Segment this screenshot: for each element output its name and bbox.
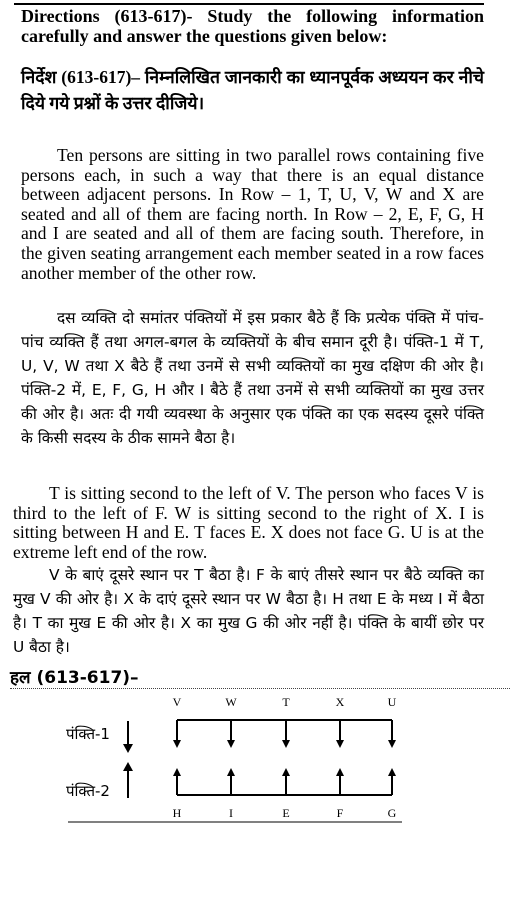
row-2-up-arrow xyxy=(227,768,235,776)
row-1-down-arrow xyxy=(173,740,181,748)
row-2-seat-G: G xyxy=(387,806,397,820)
paragraph-hindi-1: दस व्यक्ति दो समांतर पंक्तियों में इस प्रकार बैठे हैं कि प्रत्येक पंक्ति में पांच-पांच व्यक्ति हैं तथा अगल-बगल के व्यक्तियों के बीच समान दूरी है। पंक्ति-1 में T, U, V, W तथा X बैठे हैं तथा उनमें से सभी व्यक्तियों का मुख दक्षिण की ओर है। पंक्ति-2 में, E, F, G, H और I बैठे हैं तथा उनमें से सभी व्यक्तियों का मुख उत्तर की ओर है। अतः दी गयी व्यवस्था के अनुसार एक पंक्ति का एक सदस्य दूसरे पंक्ति के किसी सदस्य के ठीक सामने बैठा है। xyxy=(21,309,484,447)
row-2-up-arrow xyxy=(173,768,181,776)
row-2-seat-F: F xyxy=(336,806,344,820)
row-1-seat-W: W xyxy=(225,695,237,709)
row-1-down-arrow xyxy=(388,740,396,748)
row-1-seat-U: U xyxy=(387,695,397,709)
paragraph-english-1: Ten persons are sitting in two parallel rows containing five persons each, in such a way that there is an equal distance between adjacent persons. In Row – 1, T, U, V, W and X are seated and all of them are facing north. In Row – 2, E, F, G, H and I are seated and all of them are facing south. Therefore, in the given seating arrangement each member seated in a row faces another member of the other row. xyxy=(21,145,484,283)
directions-hindi: निर्देश (613-617)– निम्नलिखित जानकारी का ध्यानपूर्वक अध्ययन कर नीचे दिये गये प्रश्नों के उत्तर दीजिये। xyxy=(21,67,484,113)
row-1-seat-X: X xyxy=(335,695,345,709)
row-1-seat-V: V xyxy=(172,695,182,709)
row-2-seat-I: I xyxy=(229,806,233,820)
row-1-label: पंक्ति-1 xyxy=(66,725,110,743)
row-1-down-arrow xyxy=(336,740,344,748)
row-2-up-arrow xyxy=(388,768,396,776)
row-2-seat-H: H xyxy=(172,806,182,820)
solution-heading: हल (613-617)– xyxy=(10,668,139,688)
row-2-seat-E: E xyxy=(282,806,290,820)
row-2-up-arrow xyxy=(282,768,290,776)
row-2-up-arrow xyxy=(336,768,344,776)
directions-english: Directions (613-617)- Study the following information carefully and answer the questions given below: xyxy=(21,6,484,46)
row-1-down-arrow xyxy=(227,740,235,748)
row-1-down-arrow xyxy=(282,740,290,748)
row-1-direction-arrow xyxy=(123,744,133,753)
paragraph-hindi-2: V के बाएं दूसरे स्थान पर T बैठा है। F के बाएं तीसरे स्थान पर बैठे व्यक्ति का मुख V की ओर है। X के दाएं दूसरे स्थान पर W बैठा है। H तथा E के मध्य I में बैठा है। T का मुख E की ओर है। X का मुख G की ओर नहीं है। पंक्ति के बायीं छोर पर U बैठा है। xyxy=(13,566,484,656)
paragraph-english-2: T is sitting second to the left of V. The person who faces V is third to the left of F. W is sitting second to the right of X. I is sitting between H and E. T faces E. X does not face G. U is at the extreme left end of the row. xyxy=(13,483,484,562)
row-2-direction-arrow xyxy=(123,762,133,771)
row-1-seat-T: T xyxy=(282,695,290,709)
row-2-label: पंक्ति-2 xyxy=(66,782,110,800)
